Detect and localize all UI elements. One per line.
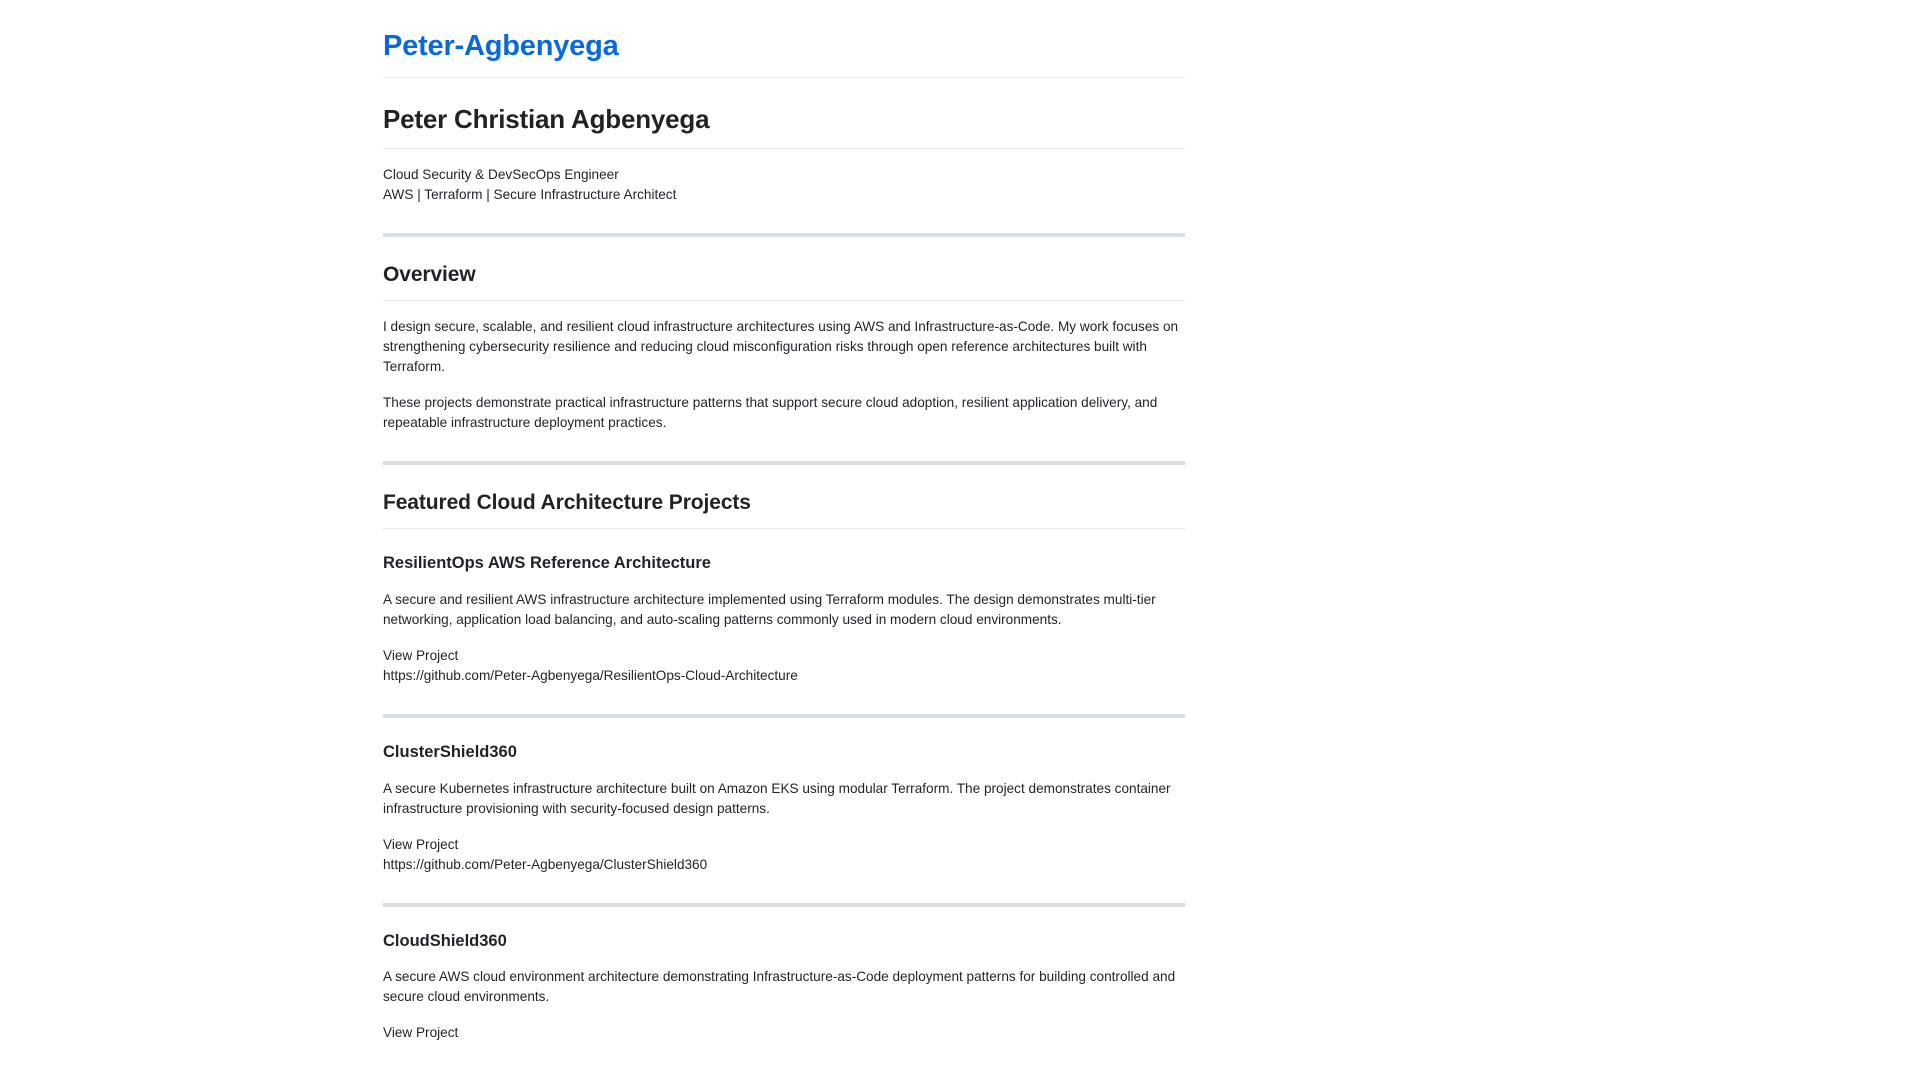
profile-role: Cloud Security & DevSecOps Engineer [383,166,619,182]
project-description: A secure AWS cloud environment architecture demonstrating Infrastructure-as-Code deployment patterns for building controlled and secure cloud environments. [383,969,1176,1005]
readme-content-column [383,0,1185,1043]
view-project-label[interactable]: View Project [383,836,459,852]
view-project-label[interactable]: View Project [383,1025,459,1041]
overview-paragraph-1: I design secure, scalable, and resilient cloud infrastructure architectures using AWS and Infrastructure-as-Code. My work focuses on strengthening cybersecurity resilience and reducing cloud misconfiguration risks through open reference architectures built with Terraform. [383,319,1179,374]
project-url[interactable]: https://github.com/Peter-Agbenyega/ClusterShield360 [383,856,708,872]
profile-tagline [383,149,1185,205]
project-url[interactable]: https://github.com/Peter-Agbenyega/ResilientOps-Cloud-Architecture [383,667,798,683]
project-title: ResilientOps AWS Reference Architecture [383,554,711,573]
overview-paragraph-2: These projects demonstrate practical infrastructure patterns that support secure cloud adoption, resilient application delivery, and repeatable infrastructure deployment practices. [383,395,1158,430]
project-description: A secure Kubernetes infrastructure architecture built on Amazon EKS using modular Terraform. The project demonstrates container infrastructure provisioning with security-focused design patterns. [383,780,1171,816]
project-links [383,630,1185,686]
view-project-label[interactable]: View Project [383,647,459,663]
project-entry [383,907,1185,1044]
project-links [383,1007,1185,1043]
overview-heading: Overview [383,262,476,286]
profile-skills: AWS | Terraform | Secure Infrastructure Architect [383,186,677,202]
project-description: A secure and resilient AWS infrastructure architecture implemented using Terraform modules. The design demonstrates multi-tier networking, application load balancing, and auto-scaling patterns commonly used in modern cloud environments. [383,591,1156,627]
project-entry [383,718,1185,875]
project-title: ClusterShield360 [383,742,517,761]
project-links [383,819,1185,875]
featured-projects-heading: Featured Cloud Architecture Projects [383,491,751,514]
repo-title-link[interactable]: Peter-Agbenyega [383,30,619,62]
project-entry [383,529,1185,686]
project-title: CloudShield360 [383,931,507,950]
page-title: Peter Christian Agbenyega [383,104,710,135]
